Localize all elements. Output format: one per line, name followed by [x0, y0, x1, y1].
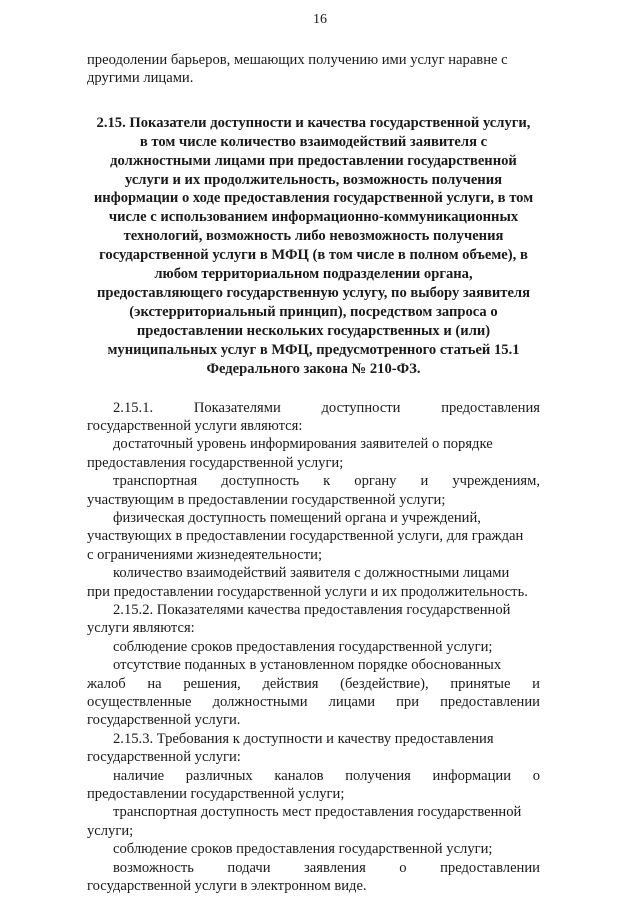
s1-item-4-line-1: количество взаимодействий заявителя с должностными лицами [113, 565, 510, 582]
heading-line: любом территориальном подразделении органа, [154, 266, 473, 283]
word: заявления [304, 859, 366, 876]
section-heading [87, 114, 540, 379]
s2-item-2-line-4: государственной услуги. [87, 712, 241, 729]
s3-item-2-line-2: услуги; [87, 822, 134, 839]
s2-item-1: соблюдение сроков предоставления государственной услуги; [113, 638, 493, 655]
heading-line: в том числе количество взаимодействий заявителя с [139, 133, 488, 150]
word: осуществленные [87, 694, 192, 710]
word: решения, [183, 675, 241, 692]
s1-item-1-line-2: предоставления государственной услуги; [87, 454, 344, 471]
word: лицами [328, 694, 376, 710]
s3-item-4-line-1 [87, 859, 540, 877]
s3-line-2: государственной услуги: [87, 749, 241, 766]
word: подачи [227, 859, 271, 876]
heading-line: числе с использованием информационно-коммуникационных [108, 209, 519, 226]
word: о [399, 859, 407, 876]
word: о [532, 767, 540, 784]
s3-item-2-line-1: транспортная доступность мест предоставления государственной [113, 804, 522, 821]
heading-line: информации о ходе предоставления государственной услуги, в том [93, 190, 534, 207]
s3-item-3: соблюдение сроков предоставления государственной услуги; [113, 841, 493, 858]
word: органу [354, 473, 397, 490]
s1-item-3-line-2: участвующих в предоставлении государственной услуги, для граждан [87, 528, 524, 545]
s1-word: предоставления [441, 399, 540, 416]
s1-item-4-line-2: при предоставлении государственной услуги и их продолжительность. [87, 583, 528, 600]
word: наличие [113, 767, 165, 784]
s1-item-3-line-1: физическая доступность помещений органа и учреждений, [113, 509, 481, 526]
s2-item-2-line-3 [87, 693, 540, 711]
s2-line-1: 2.15.2. Показателями качества предоставления государственной [113, 601, 511, 618]
word: учреждениям, [452, 473, 540, 490]
word: действия [262, 675, 319, 692]
s3-item-4-line-2: государственной услуги в электронном виде. [87, 878, 367, 895]
word: (бездействие), [340, 675, 429, 692]
word: принятые [450, 675, 511, 692]
s3-item-1-line-1 [87, 767, 540, 785]
s1-item-2-line-1 [87, 472, 540, 490]
word: и [532, 675, 540, 692]
heading-line: технологий, возможность либо невозможность получения [123, 228, 504, 245]
word: транспортная [113, 473, 198, 490]
word: возможность [113, 859, 194, 876]
word: на [147, 675, 162, 692]
s1-line-2: государственной услуги являются: [87, 417, 303, 434]
s1-item-3-line-3: с ограничениями жизнедеятельности; [87, 546, 322, 563]
word: должностными [212, 694, 308, 710]
heading-line: муниципальных услуг в МФЦ, предусмотренного статьей 15.1 [107, 341, 520, 358]
word: при [396, 694, 420, 710]
intro-line-1: преодолении барьеров, мешающих получению ими услуг наравне с [87, 52, 508, 68]
s3-line-1: 2.15.3. Требования к доступности и качеству предоставления [113, 730, 494, 747]
s3-item-1-line-2: предоставлении государственной услуги; [87, 786, 345, 803]
word: предоставлении [440, 694, 540, 710]
s1-word: Показателями [193, 399, 281, 416]
heading-line: предоставляющего государственную услугу, по выбору заявителя [96, 284, 531, 301]
word: информации [432, 767, 512, 784]
heading-line: Федерального закона № 210-ФЗ. [206, 360, 421, 377]
word: предоставлении [440, 859, 540, 876]
intro-line-2: другими лицами. [87, 70, 194, 87]
word: жалоб [87, 675, 126, 692]
s1-first-line [87, 399, 540, 417]
heading-line: должностными лицами при предоставлении государственной [110, 152, 517, 169]
heading-line: 2.15. Показатели доступности и качества государственной услуги, [96, 114, 531, 131]
s1-item-1-line-1: достаточный уровень информирования заявителей о порядке [113, 436, 493, 453]
s1-word: 2.15.1. [113, 399, 154, 416]
document-body [87, 51, 540, 895]
word: различных [185, 767, 253, 784]
s1-word: доступности [321, 399, 401, 416]
page-number: 16 [313, 12, 327, 27]
word: к [323, 473, 331, 490]
heading-line: услуги и их продолжительность, возможность получения [124, 171, 503, 188]
s2-line-2: услуги являются: [87, 620, 195, 637]
word: и [420, 473, 429, 490]
s2-item-2-line-2 [87, 675, 540, 693]
word: получения [345, 767, 411, 784]
s1-item-2-line-2: участвующим в предоставлении государственной услуги; [87, 491, 446, 508]
heading-line: государственной услуги в МФЦ (в том числе в полном объеме), в [99, 247, 528, 264]
word: доступность [221, 473, 300, 490]
heading-line: (экстерриториальный принцип), посредством запроса о [129, 303, 498, 320]
word: каналов [274, 767, 324, 784]
heading-line: предоставлении нескольких государственных и (или) [136, 322, 491, 339]
s2-item-2-line-1: отсутствие поданных в установленном порядке обоснованных [113, 657, 502, 674]
